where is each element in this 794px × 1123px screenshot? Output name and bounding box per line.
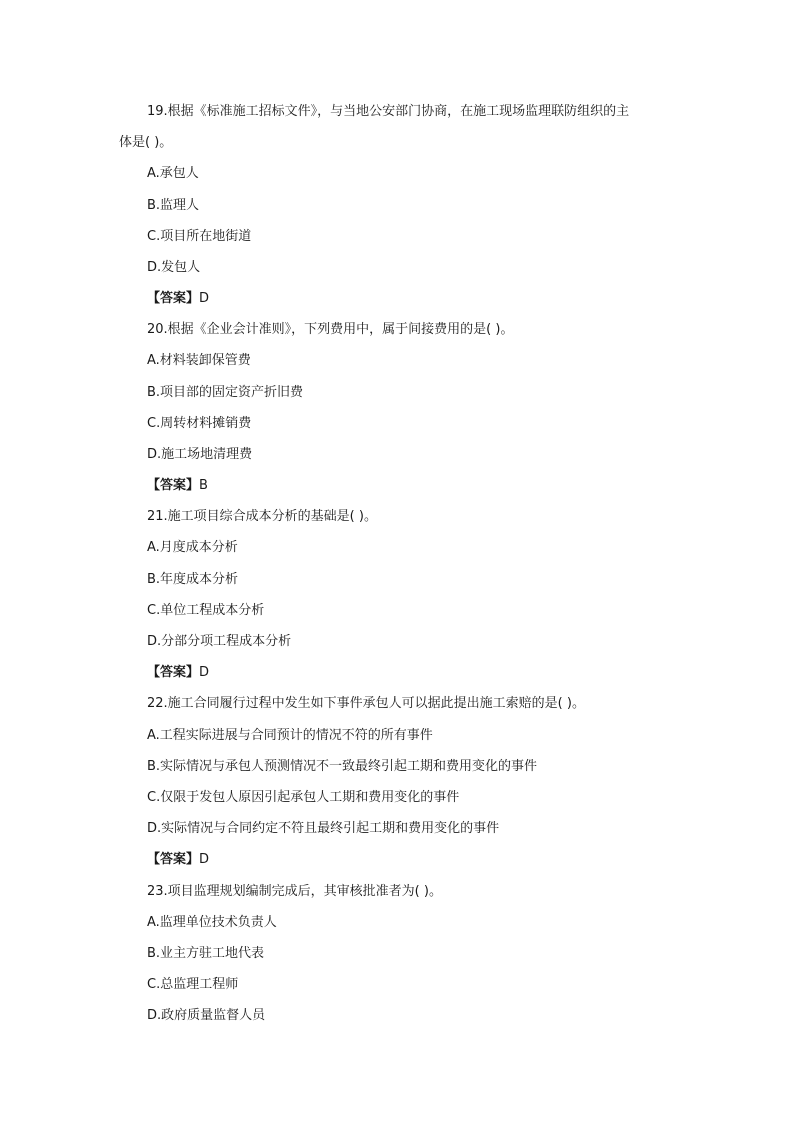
question-21-option-b: B.年度成本分析 bbox=[147, 572, 239, 587]
question-19-stem: 19.根据《标准施工招标文件》，与当地公安部门协商，在施工现场监理联防组织的主 bbox=[147, 104, 630, 119]
question-21-option-c: C.单位工程成本分析 bbox=[147, 603, 265, 618]
question-21-stem: 21.施工项目综合成本分析的基础是( )。 bbox=[147, 509, 377, 524]
answer-tag: 【答案】 bbox=[147, 291, 200, 306]
question-20-option-c: C.周转材料摊销费 bbox=[147, 416, 252, 431]
question-21-option-a: A.月度成本分析 bbox=[147, 540, 238, 555]
question-21-option-d: D.分部分项工程成本分析 bbox=[147, 634, 292, 649]
question-22-option-c: C.仅限于发包人原因引起承包人工期和费用变化的事件 bbox=[147, 790, 460, 805]
question-23-option-c: C.总监理工程师 bbox=[147, 977, 239, 992]
answer-value: B bbox=[199, 478, 208, 493]
answer-value: D bbox=[199, 291, 210, 306]
question-19-stem-continued: 体是( )。 bbox=[119, 135, 173, 150]
question-22-option-a: A.工程实际进展与合同预计的情况不符的所有事件 bbox=[147, 728, 433, 743]
question-20-option-d: D.施工场地清理费 bbox=[147, 447, 253, 462]
answer-value: D bbox=[199, 852, 210, 867]
question-23-option-b: B.业主方驻工地代表 bbox=[147, 946, 265, 961]
question-22-answer bbox=[147, 851, 209, 869]
question-23-stem: 23.项目监理规划编制完成后，其审核批准者为( )。 bbox=[147, 884, 442, 899]
question-19-option-d: D.发包人 bbox=[147, 260, 201, 275]
question-20-stem: 20.根据《企业会计准则》，下列费用中，属于间接费用的是( )。 bbox=[147, 322, 514, 337]
answer-tag: 【答案】 bbox=[147, 665, 200, 680]
question-19-option-c: C.项目所在地街道 bbox=[147, 229, 252, 244]
answer-tag: 【答案】 bbox=[147, 478, 200, 493]
question-23-option-d: D.政府质量监督人员 bbox=[147, 1008, 266, 1023]
question-23-option-a: A.监理单位技术负责人 bbox=[147, 915, 277, 930]
question-19-option-a: A.承包人 bbox=[147, 166, 199, 181]
answer-value: D bbox=[199, 665, 210, 680]
question-20-answer bbox=[147, 477, 208, 495]
question-20-option-a: A.材料装卸保管费 bbox=[147, 353, 251, 368]
question-22-option-d: D.实际情况与合同约定不符且最终引起工期和费用变化的事件 bbox=[147, 821, 500, 836]
question-20-option-b: B.项目部的固定资产折旧费 bbox=[147, 385, 304, 400]
question-22-stem: 22.施工合同履行过程中发生如下事件承包人可以据此提出施工索赔的是( )。 bbox=[147, 696, 585, 711]
question-22-option-b: B.实际情况与承包人预测情况不一致最终引起工期和费用变化的事件 bbox=[147, 759, 538, 774]
question-19-answer bbox=[147, 290, 209, 308]
question-21-answer bbox=[147, 664, 209, 682]
question-19-option-b: B.监理人 bbox=[147, 198, 200, 213]
answer-tag: 【答案】 bbox=[147, 852, 200, 867]
